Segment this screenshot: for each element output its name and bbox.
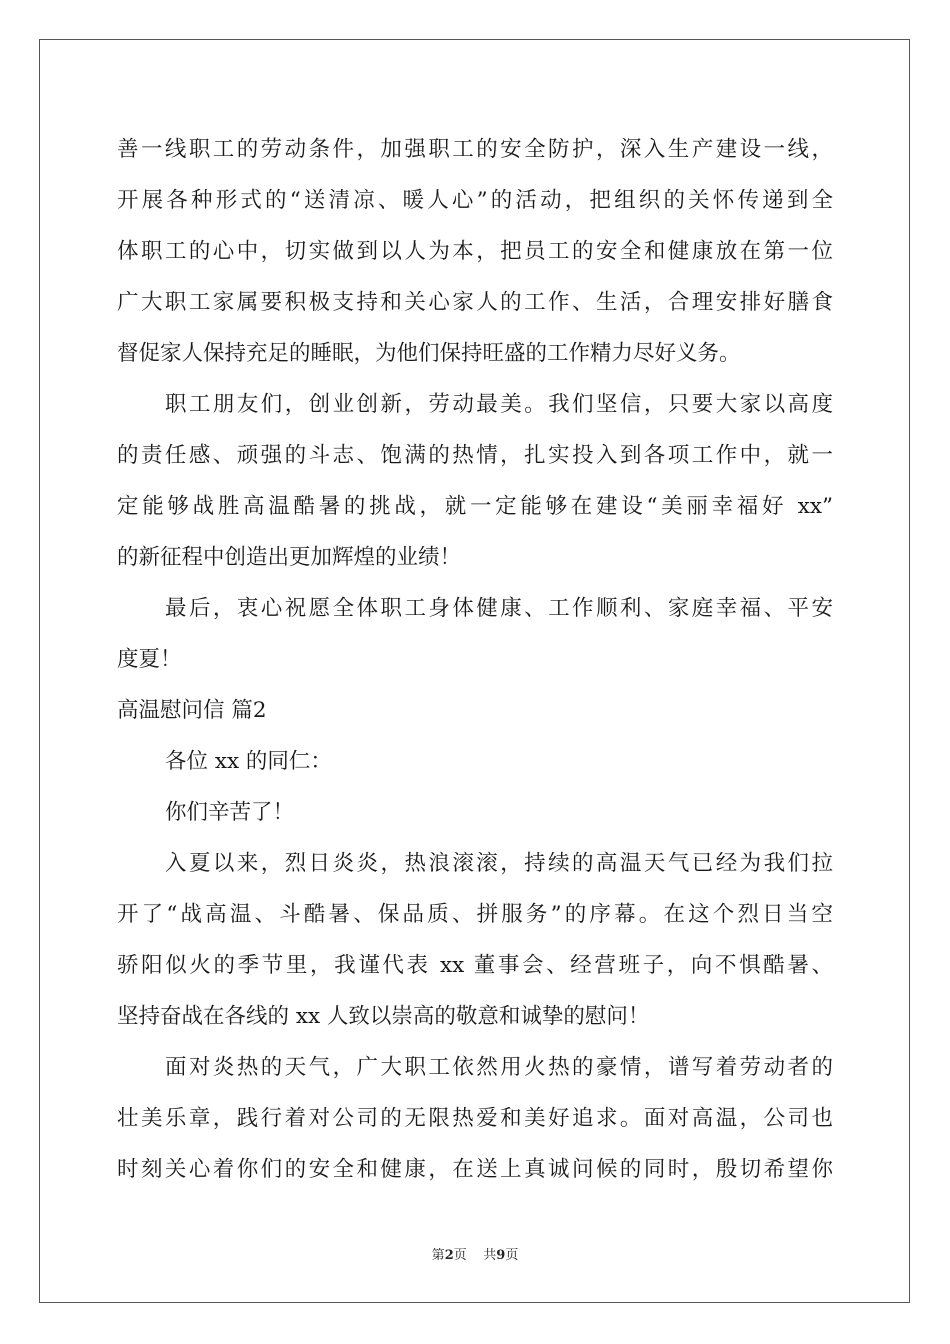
total-page-number: 9	[496, 1248, 506, 1263]
current-page-number: 2	[444, 1248, 454, 1263]
text-line: 面对炎热的天气，广大职工依然用火热的豪情，谱写着劳动者的	[165, 1055, 833, 1080]
text-line: 督促家人保持充足的睡眠，为他们保持旺盛的工作精力尽好义务。	[117, 341, 741, 366]
text-line: 的责任感、顽强的斗志、饱满的热情，扎实投入到各项工作中，就一	[117, 443, 833, 468]
footer-suffix: 页	[505, 1248, 519, 1263]
text-line: 壮美乐章，践行着对公司的无限热爱和美好追求。面对高温，公司也	[117, 1106, 833, 1131]
page-footer	[0, 1244, 950, 1263]
text-line: 坚持奋战在各线的 xx 人致以崇高的敬意和诚挚的慰问！	[117, 1004, 650, 1029]
text-line: 开展各种形式的“送清凉、暖人心”的活动，把组织的关怀传递到全	[117, 188, 833, 213]
text-line: 最后，衷心祝愿全体职工身体健康、工作顺利、家庭幸福、平安	[165, 596, 833, 621]
text-line: 善一线职工的劳动条件，加强职工的安全防护，深入生产建设一线，	[117, 137, 833, 162]
footer-prefix: 第	[431, 1248, 445, 1263]
text-line: 时刻关心着你们的安全和健康，在送上真诚问候的同时，殷切希望你	[117, 1157, 833, 1182]
text-line: 你们辛苦了！	[165, 800, 295, 825]
document-body	[117, 124, 833, 1195]
text-line: 各位 xx 的同仁：	[165, 749, 332, 774]
text-line: 体职工的心中，切实做到以人为本，把员工的安全和健康放在第一位	[117, 239, 833, 264]
text-line: 职工朋友们，创业创新，劳动最美。我们坚信，只要大家以高度	[165, 392, 833, 417]
footer-middle: 页 共	[453, 1248, 497, 1263]
text-line: 入夏以来，烈日炎炎，热浪滚滚，持续的高温天气已经为我们拉	[165, 851, 833, 876]
text-line: 广大职工家属要积极支持和关心家人的工作、生活，合理安排好膳食	[117, 290, 833, 315]
text-line: 定能够战胜高温酷暑的挑战，就一定能够在建设“美丽幸福好 xx”	[117, 494, 833, 519]
text-line: 骄阳似火的季节里，我谨代表 xx 董事会、经营班子，向不惧酷暑、	[117, 953, 833, 978]
text-line: 高温慰问信 篇2	[117, 698, 267, 723]
text-line: 度夏！	[117, 647, 182, 672]
text-line: 的新征程中创造出更加辉煌的业绩！	[117, 545, 462, 570]
text-line: 开了“战高温、斗酷暑、保品质、拼服务”的序幕。在这个烈日当空	[117, 902, 833, 927]
